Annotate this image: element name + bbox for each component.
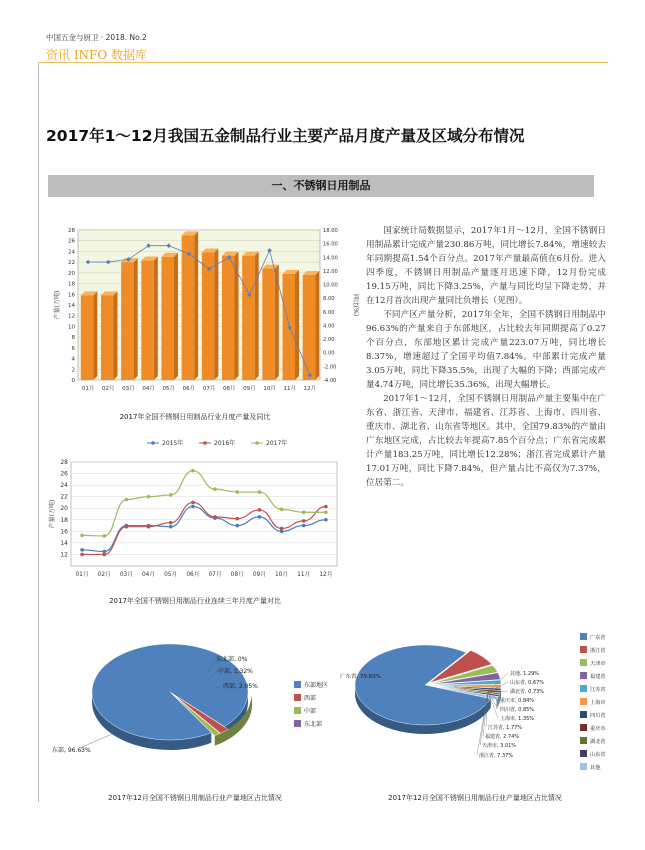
y-tick-label: 10 <box>68 324 75 331</box>
series-point <box>258 490 262 494</box>
slice-annotation: 重庆市, 0.84% <box>500 698 535 704</box>
series-point <box>302 524 306 528</box>
article-paragraph: 国家统计局数据显示，2017年1月～12月，全国不锈钢日用制品累计完成产量230.86万吨，同比增长7.84%，增速较去年同期提高1.54个百分点。2017年产量最高值在6月份。进入四季度，不锈钢日用制品产量逐月迅速下降，12月份完成19.15万吨，同比下降3.25%，产量与同比均呈下降走势，并在12月首次出现产量同比负增长（见图）。 <box>366 226 606 306</box>
slice-annotation: 中部, 1.32% <box>218 668 253 675</box>
slice-annotation: 上海市, 1.35% <box>500 716 535 722</box>
section-heading: 一、不锈钢日用制品 <box>48 175 594 197</box>
x-tick-label: 02月 <box>97 572 111 578</box>
legend-swatch <box>580 763 587 770</box>
x-tick-label: 03月 <box>122 386 135 392</box>
legend-marker <box>255 441 259 445</box>
x-tick-label: 03月 <box>119 572 134 578</box>
legend-swatch <box>580 750 587 757</box>
y-tick-label: 24 <box>60 482 68 490</box>
series-point <box>324 510 328 514</box>
legend-label: 其他 <box>590 765 601 771</box>
slice-annotation: 广东省, 79.83% <box>340 674 381 680</box>
series-point <box>191 501 195 505</box>
x-tick-label: 02月 <box>102 386 115 392</box>
y-tick-label: 20 <box>60 505 68 513</box>
page-title: 2017年1～12月我国五金制品行业主要产品月度产量及区域分布情况 <box>46 127 525 145</box>
series-point <box>235 517 239 521</box>
legend-swatch <box>580 672 587 679</box>
legend-label: 西部 <box>304 695 317 702</box>
y2-tick-label: 0.00 <box>323 350 335 357</box>
series-point <box>80 548 84 552</box>
series-point <box>302 510 306 514</box>
y-tick-label: 14 <box>60 539 68 547</box>
y-tick-label: 14 <box>68 303 75 309</box>
y-axis-label: 产量(万吨) <box>54 290 61 320</box>
legend-label: 湖北省 <box>590 739 606 745</box>
slice-annotation: 浙江省, 7.37% <box>479 753 514 759</box>
three-year-line-chart <box>45 436 345 592</box>
legend-label: 2017年 <box>266 440 288 447</box>
y2-tick-label: 12.00 <box>323 268 338 275</box>
series-point <box>125 525 129 529</box>
slice-annotation: 其他, 1.29% <box>510 671 540 677</box>
y-tick-label: 28 <box>60 459 68 466</box>
series-point <box>80 553 84 557</box>
bar <box>262 269 275 380</box>
legend-label: 上海市 <box>590 700 606 706</box>
x-tick-label: 01月 <box>75 572 89 578</box>
legend-swatch <box>580 698 587 705</box>
bar-side <box>214 249 218 381</box>
y-tick-label: 24 <box>68 249 75 256</box>
x-tick-label: 01月 <box>81 386 95 392</box>
x-tick-label: 06月 <box>186 572 200 578</box>
series-point <box>213 515 217 519</box>
legend-marker <box>151 441 155 445</box>
article-paragraph: 2017年1～12月，全国不锈钢日用制品产量主要集中在广东省、浙江省、天津市、福建省、江苏省、上海市、四川省、重庆市、湖北省、山东省等地区。其中，全国79.83%的产量由广东地区完成，占比较去年提高7.85个百分点；广东省完成累计产量183.25万吨，同比增长12.28%；浙江省完成累计产量17.01万吨，同比下降7.84%，但产量占比不高仅为7.37%，位居第二。 <box>366 394 606 488</box>
series-point <box>169 521 173 525</box>
slice-annotation: 天津市, 3.01% <box>482 743 517 749</box>
slice-annotation: 四川省, 0.85% <box>500 707 535 713</box>
bar <box>121 262 134 380</box>
y2-tick-label: 16.00 <box>323 241 338 248</box>
slice-annotation: 湖北省, 0.73% <box>510 689 545 695</box>
legend-swatch <box>580 633 587 640</box>
article-body <box>366 224 606 490</box>
y2-tick-label: 14.00 <box>323 255 338 262</box>
left-margin-rule <box>38 62 39 802</box>
series-point <box>147 525 151 529</box>
series-point <box>102 534 106 538</box>
y2-tick-label: 6.00 <box>323 309 335 316</box>
province-share-pie-chart <box>340 630 620 785</box>
y2-tick-label: -2.00 <box>323 364 337 371</box>
series-point <box>213 487 217 491</box>
x-tick-label: 10月 <box>263 386 276 392</box>
series-point <box>191 469 195 473</box>
series-point <box>302 519 306 523</box>
legend-label: 2016年 <box>214 440 236 447</box>
x-tick-label: 09月 <box>252 572 267 578</box>
legend-swatch <box>294 681 301 688</box>
y-tick-label: 16 <box>60 528 68 536</box>
series-point <box>102 553 106 557</box>
x-tick-label: 07月 <box>208 572 222 578</box>
series-point <box>191 505 195 509</box>
y-tick-label: 18 <box>68 281 75 288</box>
chart2-caption: 2017年全国不锈钢日用制品行业连续三年月度产量对比 <box>109 597 281 605</box>
annotation-leader <box>80 734 112 748</box>
slice-annotation: 福建省, 2.74% <box>485 734 520 740</box>
x-tick-label: 12月 <box>319 572 333 578</box>
bar-side <box>295 270 299 380</box>
legend-swatch <box>294 720 301 727</box>
series-point <box>125 498 129 502</box>
y-tick-label: 16 <box>68 292 75 299</box>
bar <box>222 256 235 380</box>
series-point <box>235 490 239 494</box>
series-point <box>169 493 173 497</box>
legend-label: 重庆市 <box>590 726 606 732</box>
article-paragraph: 不同产区产量分析，2017年全年，全国不锈钢日用制品中96.63%的产量来自于东部地区，占比较去年同期提高了0.27个百分点，东部地区累计完成产量223.07万吨，同比增长8.37%，增速超过了全国平均值7.84%。中部累计完成产量3.05万吨，同比下降35.5%，出现了大幅的下降；西部完成产量4.74万吨，同比增长35.36%，出现大幅增长。 <box>366 310 606 390</box>
chart3-caption: 2017年12月全国不锈钢日用制品行业产量地区占比情况 <box>108 794 282 802</box>
x-tick-label: 04月 <box>142 386 155 392</box>
legend-label: 广东省 <box>590 635 606 641</box>
y-tick-label: 4 <box>71 356 75 363</box>
y-tick-label: 6 <box>71 345 75 352</box>
y2-axis-label: 同比(%) <box>352 293 359 317</box>
y2-tick-label: 8.00 <box>323 296 335 303</box>
y2-tick-label: -4.00 <box>323 378 337 384</box>
legend-swatch <box>580 737 587 744</box>
legend-label: 东部地区 <box>304 682 329 689</box>
y-tick-label: 26 <box>68 238 75 245</box>
bar <box>242 256 255 380</box>
legend-swatch <box>580 646 587 653</box>
series-point <box>258 515 262 519</box>
y2-tick-label: 4.00 <box>323 323 335 330</box>
legend-marker <box>203 441 207 445</box>
y-axis-label: 产量(万吨) <box>49 499 56 529</box>
x-tick-label: 06月 <box>182 386 196 392</box>
series-point <box>324 518 328 522</box>
bar <box>81 295 94 380</box>
slice-annotation: 东部, 96.63% <box>52 747 91 754</box>
y-tick-label: 22 <box>60 493 68 501</box>
journal-header: 中国五金与厨卫 · 2018. No.2 <box>46 33 147 42</box>
bar <box>161 257 174 380</box>
legend-swatch <box>580 711 587 718</box>
y-tick-label: 12 <box>68 313 75 320</box>
y2-tick-label: 18.00 <box>323 228 338 234</box>
bar-side <box>275 265 279 380</box>
slice-annotation: 山东省, 0.67% <box>510 680 545 686</box>
bar <box>303 275 316 380</box>
legend-label: 天津市 <box>590 661 606 667</box>
legend-label: 福建省 <box>590 674 606 680</box>
header-rule <box>38 62 608 63</box>
series-point <box>169 525 173 529</box>
legend-label: 2015年 <box>162 440 184 447</box>
y-tick-label: 22 <box>68 260 75 267</box>
slice-annotation: 西部, 2.05% <box>223 683 258 690</box>
legend-swatch <box>294 694 301 701</box>
legend-label: 中部 <box>304 708 317 715</box>
legend-swatch <box>294 707 301 714</box>
x-tick-label: 08月 <box>223 386 236 392</box>
legend-label: 山东省 <box>590 752 606 758</box>
bar-side <box>134 258 138 380</box>
series-point <box>280 508 284 512</box>
y2-tick-label: 2.00 <box>323 337 335 344</box>
series-point <box>258 508 262 512</box>
bar <box>182 235 195 380</box>
bar-side <box>315 271 319 380</box>
y-tick-label: 18 <box>60 516 68 524</box>
chart4-caption: 2017年12月全国不锈钢日用制品行业产量地区占比情况 <box>388 794 562 802</box>
x-tick-label: 08月 <box>230 572 244 578</box>
x-tick-label: 04月 <box>141 572 156 578</box>
y-tick-label: 0 <box>71 378 75 384</box>
x-tick-label: 07月 <box>202 386 216 392</box>
legend-label: 江苏省 <box>590 687 606 693</box>
legend-swatch <box>580 659 587 666</box>
y-tick-label: 2 <box>71 367 75 374</box>
bar <box>141 261 154 380</box>
column-header: 资讯 INFO 数据库 <box>46 48 148 62</box>
series-point <box>324 505 328 509</box>
series-point <box>235 524 239 528</box>
bar-side <box>114 291 118 380</box>
bar-side <box>174 253 178 380</box>
series-point <box>147 495 151 499</box>
bar-side <box>194 231 198 380</box>
series-point <box>280 527 284 531</box>
legend-label: 四川省 <box>590 713 606 719</box>
bar <box>202 253 215 381</box>
bar-side <box>255 252 259 380</box>
bar-side <box>154 257 158 380</box>
monthly-output-bar-chart <box>50 222 360 402</box>
x-tick-label: 11月 <box>297 572 311 578</box>
y-tick-label: 26 <box>60 470 68 478</box>
x-tick-label: 05月 <box>162 386 175 392</box>
x-tick-label: 11月 <box>283 386 296 392</box>
bar-side <box>93 291 97 380</box>
chart1-caption: 2017年全国不锈钢日用制品行业月度产量及同比 <box>119 413 271 421</box>
y-tick-label: 12 <box>60 551 68 559</box>
legend-swatch <box>580 724 587 731</box>
slice-annotation: 东北部, 0% <box>216 656 248 663</box>
x-tick-label: 05月 <box>164 572 178 578</box>
region-share-pie-chart <box>40 630 340 790</box>
x-tick-label: 09月 <box>243 386 256 392</box>
legend-label: 浙江省 <box>590 648 606 654</box>
y-tick-label: 20 <box>68 270 75 277</box>
slice-annotation: 江苏省, 1.77% <box>488 725 523 731</box>
legend-label: 东北部 <box>304 721 323 728</box>
x-tick-label: 10月 <box>274 572 289 578</box>
y-tick-label: 28 <box>68 228 75 234</box>
y2-tick-label: 10.00 <box>323 282 338 289</box>
series-point <box>80 534 84 538</box>
x-tick-label: 12月 <box>303 386 317 392</box>
y-tick-label: 8 <box>71 335 75 342</box>
bar <box>101 295 114 380</box>
legend-swatch <box>580 685 587 692</box>
